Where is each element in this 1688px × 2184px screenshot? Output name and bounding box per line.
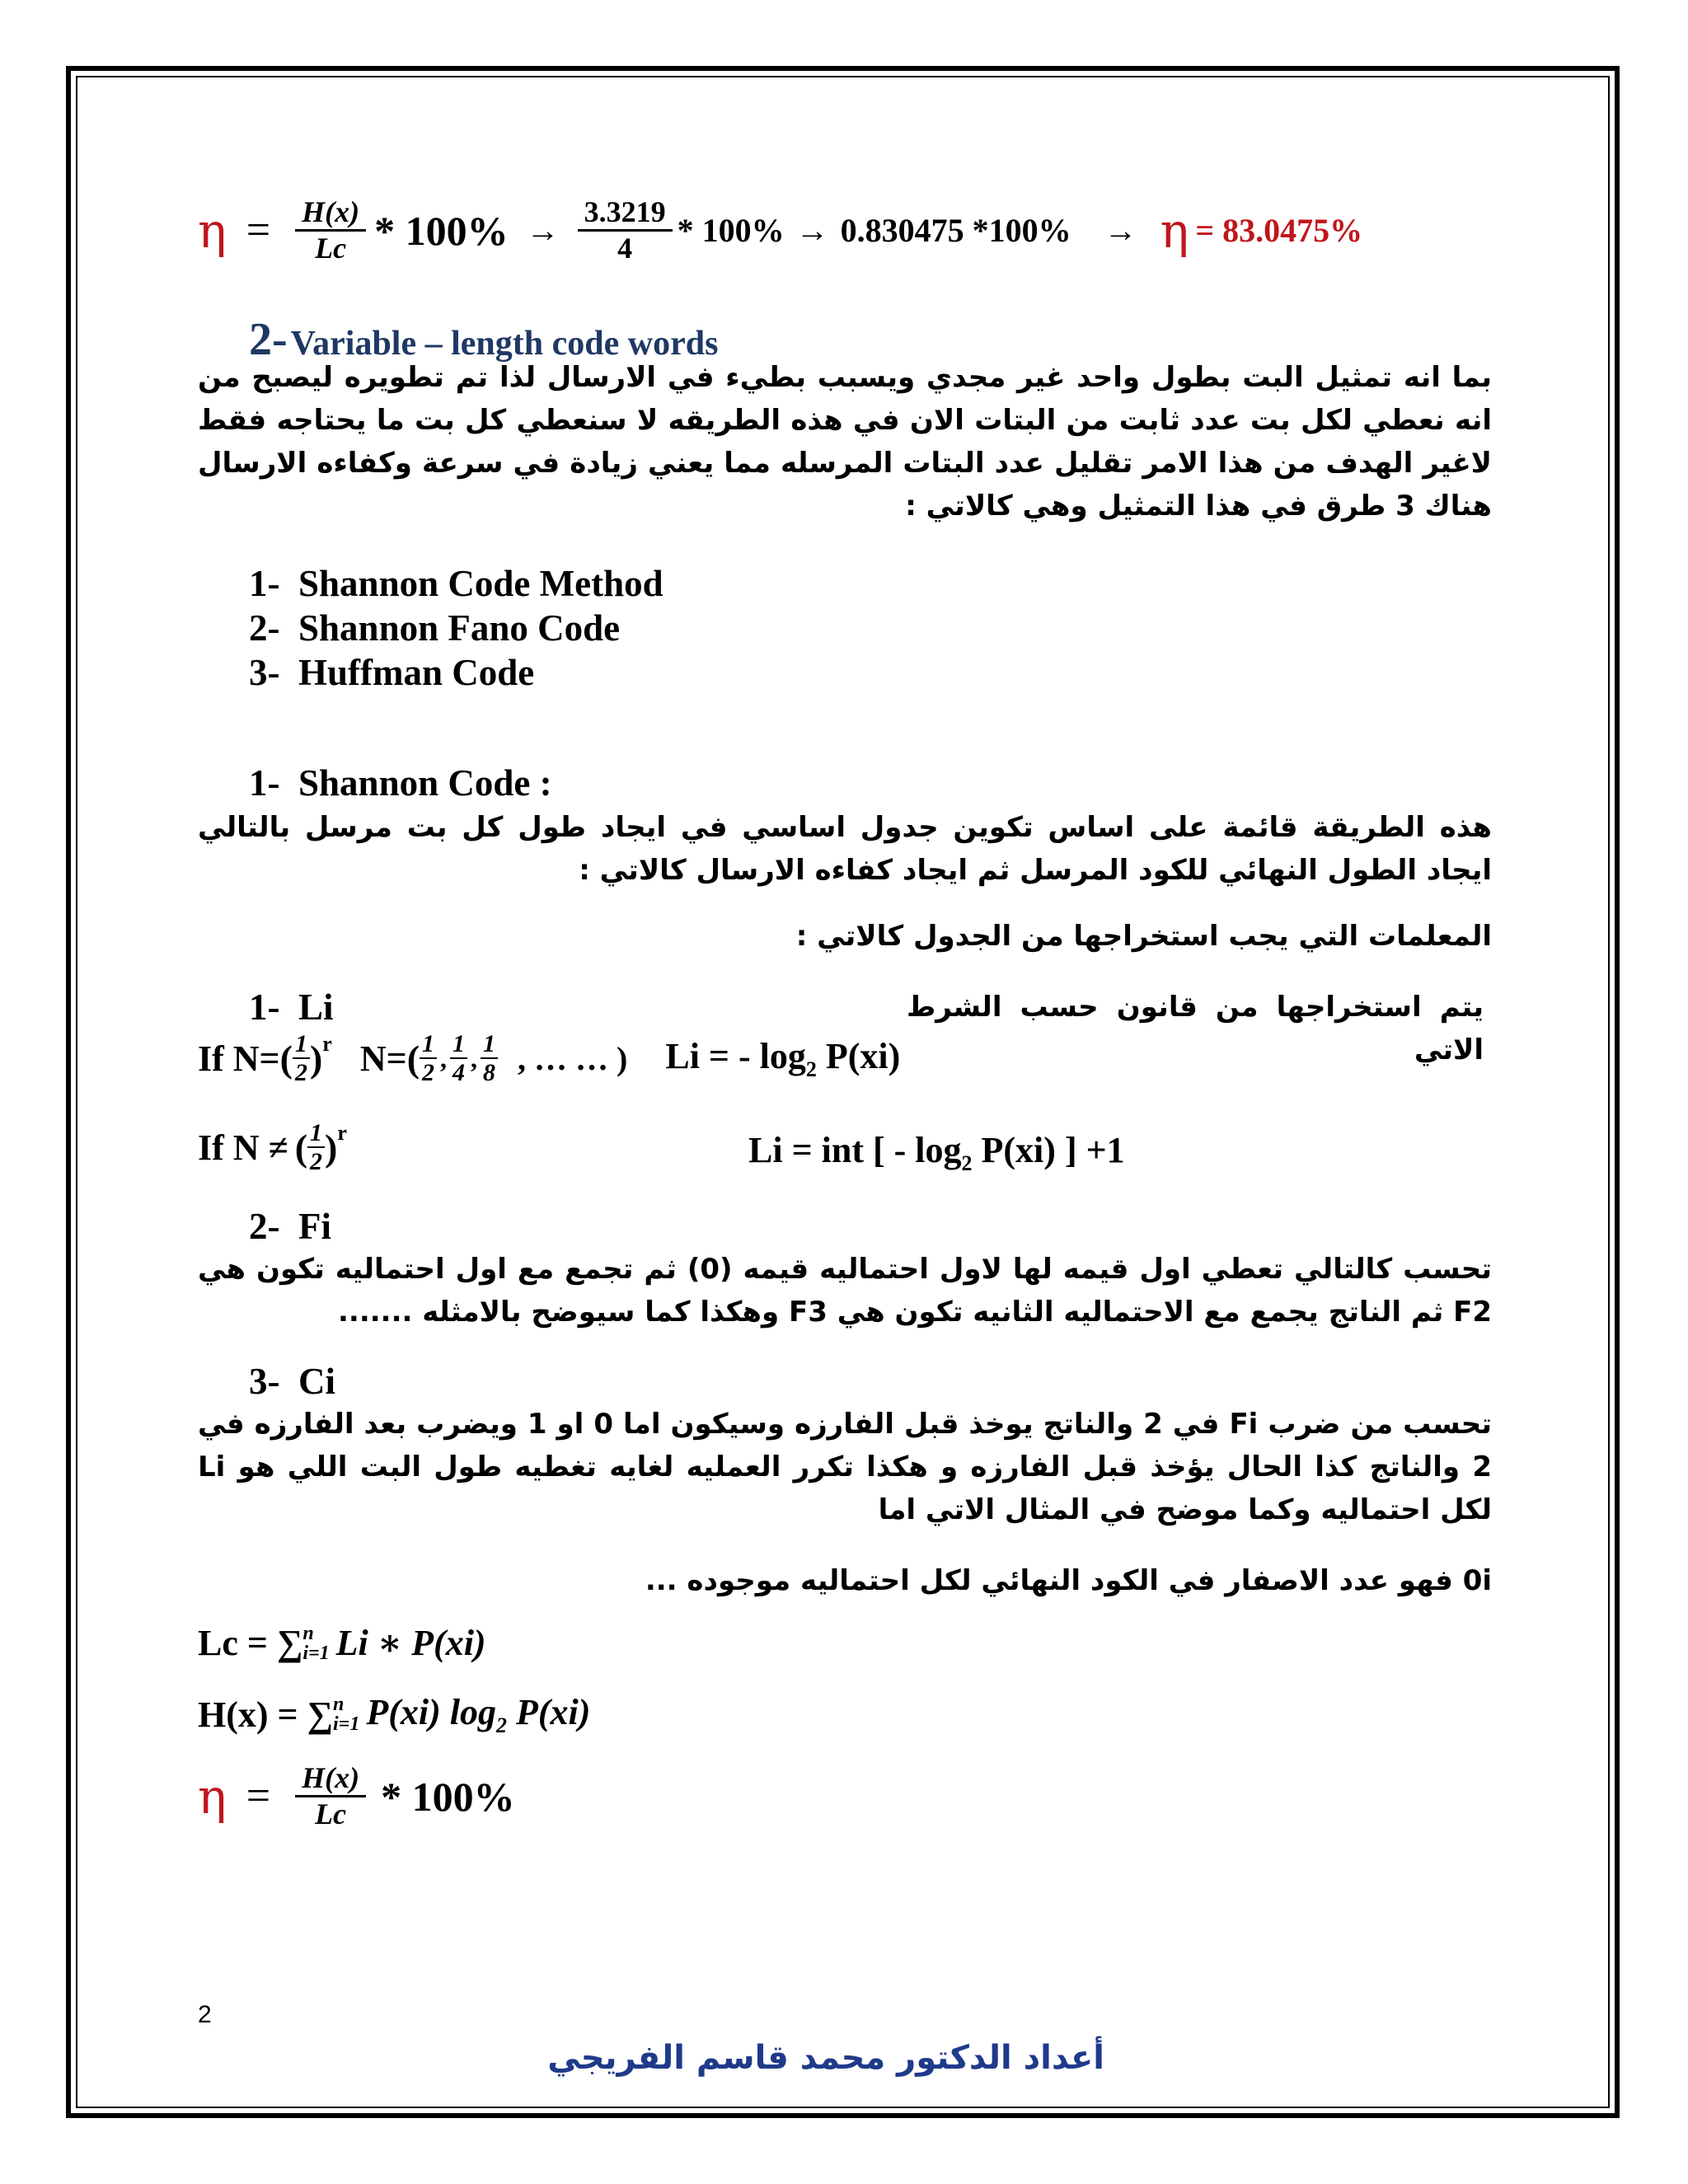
exponent-r: r: [322, 1031, 332, 1056]
shannon-code-heading: [249, 762, 552, 804]
section-number: 2-: [249, 314, 288, 365]
fraction-one-quarter: [450, 1030, 467, 1088]
method-number: 3-: [249, 652, 280, 693]
log-base: 2: [495, 1713, 507, 1737]
fraction-denominator: Lc: [315, 1797, 347, 1830]
formula-right: Li ∗ P(xi): [335, 1623, 486, 1663]
heading-label: Shannon Code :: [298, 762, 552, 804]
fraction-denominator: 8: [483, 1059, 496, 1086]
sum-symbol: ∑: [276, 1623, 303, 1663]
arrow-icon: →: [1104, 212, 1137, 250]
entropy-formula: [198, 1691, 590, 1738]
fraction-denominator: 4: [452, 1059, 466, 1086]
sum-limits: [302, 1624, 329, 1663]
efficiency-result: = 83.0475%: [1195, 212, 1363, 250]
li-rule-1: [665, 1035, 900, 1082]
rule-left: Li = - log: [665, 1036, 806, 1077]
intro-paragraph: بما انه تمثيل البت بطول واحد غير مجدي ويسبب بطيء في الارسال لذا تم تطويره ليصبح من انه نعطي لكل بت عدد ثابت من البتات الان في هذه الطريقه لا سنعطي كل بت ما يحتاجه فقط لاغير الهدف من هذا الامر تقليل عدد البتات المرسله مما يعني زيادة في سرعة وكفاءه الارسال هناك 3 طرق في هذا التمثيل وهي كالاتي :: [198, 361, 1492, 523]
efficiency-formula: [198, 1762, 515, 1831]
li-condition-1: [198, 1030, 900, 1088]
fraction-numerator: 3.3219: [578, 196, 673, 232]
fraction-h-over-lc: [295, 196, 366, 265]
times-100: * 100%: [374, 207, 509, 254]
fraction-numerator: H(x): [295, 196, 366, 232]
page-number: 2: [198, 2001, 212, 2028]
exponent-r: r: [337, 1120, 347, 1145]
fraction-one-half: [420, 1030, 437, 1088]
ci-description: تحسب من ضرب Fi في 2 والناتج يوخذ قبل الفارزه وسيكون اما 0 او 1 ويضرب بعد الفارزه في 2 والناتج كذا الحال يؤخذ قبل الفارزه و هكذا تكرر العمليه لغايه تغطيه طول البت اللي هو Li لكل احتماليه وكما موضح في المثال الاتي اما: [198, 1408, 1493, 1526]
n-equals: N=: [359, 1038, 407, 1080]
formula-part: P(xi) log: [366, 1692, 496, 1732]
sum-lower: i=1: [332, 1713, 360, 1736]
method-number: 2-: [249, 607, 280, 649]
heading-number: 1-: [249, 987, 280, 1028]
comma: ,: [471, 1043, 478, 1074]
sum-upper: n: [332, 1694, 345, 1716]
eta-symbol: η: [198, 1768, 227, 1825]
fraction-numerator: 1: [293, 1030, 310, 1059]
heading-label: Ci: [298, 1361, 335, 1402]
times-100: * 100%: [677, 212, 785, 250]
sum-symbol: ∑: [307, 1694, 333, 1735]
paren-open: (: [294, 1127, 308, 1169]
fraction-denominator: Lc: [315, 231, 347, 265]
condition-label: If N=: [198, 1038, 280, 1080]
formula-left: H(x) =: [198, 1694, 307, 1735]
rule-left: Li = int [ - log: [748, 1130, 962, 1170]
shannon-description: هذه الطريقة قائمة على اساس تكوين جدول اساسي في ايجاد طول كل بت مرسل بالتالي ايجاد الطول النهائي للكود المرسل ثم ايجاد كفاءه الارسال كالاتي :: [198, 811, 1492, 887]
fraction-denominator: 4: [617, 231, 633, 265]
oi-description: 0i فهو عدد الاصفار في الكود النهائي لكل احتماليه موجوده ...: [645, 1564, 1492, 1597]
heading-number: 2-: [249, 1206, 280, 1247]
equals-sign: =: [246, 207, 271, 255]
condition-label: If N ≠: [198, 1127, 288, 1169]
fraction-denominator: 2: [422, 1059, 435, 1086]
log-base: 2: [805, 1057, 817, 1082]
heading-label: Li: [298, 987, 334, 1028]
rule-right: P(xi): [816, 1036, 901, 1077]
li-heading: [249, 986, 334, 1029]
method-label: Shannon Code Method: [298, 563, 663, 604]
sequence-ellipsis: , … … ): [518, 1040, 628, 1078]
paren-open: (: [279, 1038, 293, 1080]
heading-number: 1-: [249, 762, 280, 804]
fraction-one-half: [307, 1119, 325, 1177]
efficiency-equation-top: [198, 196, 1362, 265]
method-item: [249, 651, 534, 694]
sum-limits: [333, 1694, 359, 1734]
fraction-numerator: 1: [420, 1030, 437, 1059]
fraction-h-over-lc: [295, 1762, 366, 1831]
fraction-denominator: 2: [294, 1059, 307, 1086]
sum-upper: n: [302, 1622, 314, 1644]
method-item: [249, 562, 663, 605]
method-item: [249, 607, 620, 649]
fraction-numerator: 1: [307, 1119, 325, 1148]
author-credit: أعداد الدكتور محمد قاسم الفريجي: [547, 2039, 1104, 2077]
fraction-values: [578, 196, 673, 265]
method-label: Shannon Fano Code: [298, 607, 621, 649]
fraction-numerator: 1: [481, 1030, 498, 1059]
ci-heading: [249, 1360, 335, 1403]
heading-label: Fi: [298, 1206, 331, 1247]
sum-lower: i=1: [302, 1642, 330, 1664]
section-title: Variable – length code words: [290, 325, 719, 363]
fi-description: تحسب كالتالي تعطي اول قيمه لها لاول احتماليه قيمه (0) ثم تجمع مع اول احتماليه تكون هي F2 ثم الناتج يجمع مع الاحتماليه الثانيه تكون هي F3 وهكذا كما سيوضح بالامثله .......: [198, 1253, 1492, 1329]
log-base: 2: [961, 1151, 973, 1175]
times-100: * 100%: [381, 1773, 515, 1820]
li-condition-2: [198, 1119, 347, 1177]
rule-right: P(xi) ] +1: [972, 1130, 1125, 1170]
heading-number: 3-: [249, 1361, 280, 1402]
method-label: Huffman Code: [298, 652, 535, 693]
lc-formula: [198, 1622, 486, 1664]
fraction-one-half: [293, 1030, 310, 1088]
equals-sign: =: [246, 1773, 271, 1821]
paren-close: ): [309, 1038, 323, 1080]
fraction-numerator: 1: [450, 1030, 467, 1059]
comma: ,: [440, 1043, 448, 1074]
formula-left: Lc =: [198, 1623, 277, 1663]
method-number: 1-: [249, 563, 280, 604]
eta-symbol: η: [198, 202, 227, 259]
fi-heading: [249, 1205, 331, 1248]
arrow-icon: →: [795, 212, 829, 250]
eta-symbol: η: [1160, 202, 1189, 259]
fraction-numerator: H(x): [295, 1762, 366, 1797]
fraction-denominator: 2: [310, 1148, 323, 1175]
li-arabic-note: يتم استخراجها من قانون حسب الشرط الاتي: [907, 991, 1484, 1066]
paren-open: (: [406, 1038, 420, 1080]
formula-right: [366, 1691, 590, 1738]
arrow-icon: →: [526, 212, 560, 250]
parameters-intro: المعلمات التي يجب استخراجها من الجدول كالاتي :: [795, 920, 1492, 953]
fraction-one-eighth: [481, 1030, 498, 1088]
li-rule-2: [748, 1129, 1125, 1176]
formula-part: P(xi): [506, 1692, 591, 1732]
paren-close: ): [325, 1127, 338, 1169]
intermediate-value: 0.830475 *100%: [840, 212, 1071, 250]
